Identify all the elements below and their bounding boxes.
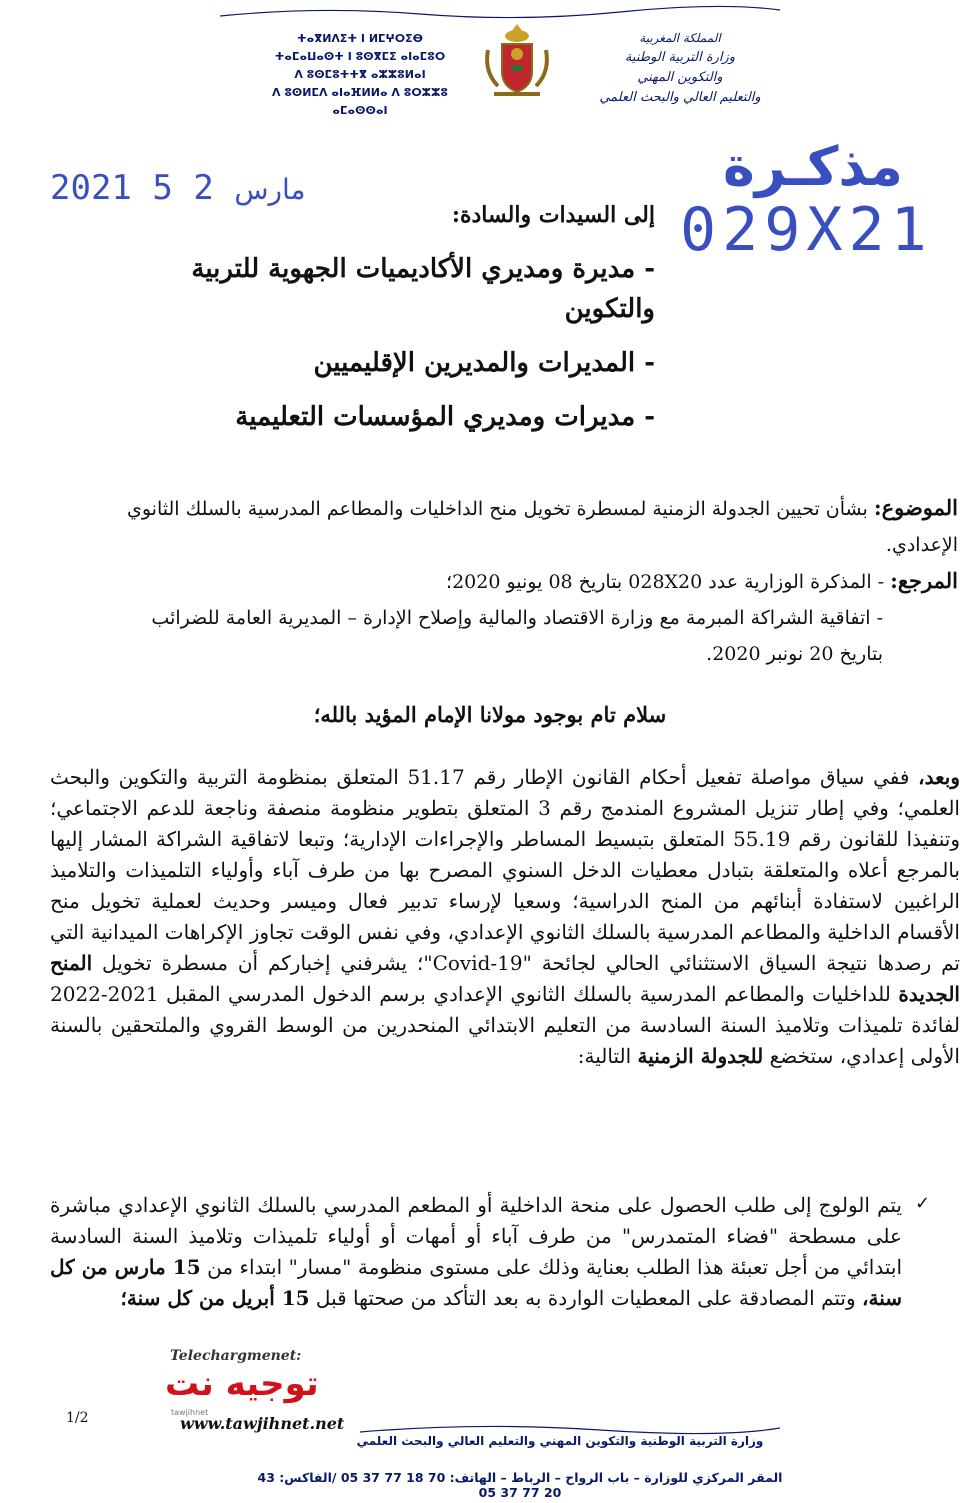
addressee-line-2: - المديرات والمديرين الإقليميين <box>313 348 655 378</box>
watermark-logo-text: توجيه نت <box>165 1364 319 1404</box>
tifinagh-line-4: ⴷ ⵓⵙⵍⵎⴷ ⴰⵏⴰⴼⵍⵍⴰ ⴷ ⵓⵔⵣⵣⵓ ⴰⵎⴰⵙⵙⴰⵏ <box>271 86 448 117</box>
reference-line <box>55 563 958 600</box>
reference-item-1: - المذكرة الوزارية عدد 028X20 بتاريخ 08 يونيو 2020؛ <box>446 571 891 593</box>
coat-of-arms-icon <box>482 20 552 104</box>
reference-item-2-cont: بتاريخ 20 نونبر 2020. <box>706 643 883 665</box>
addressee-line-3: - مديرات ومديري المؤسسات التعليمية <box>235 402 655 432</box>
addressee-line-1: - مديرة ومديري الأكاديميات الجهوية للتربية والتكوين <box>191 254 655 324</box>
body-lead: وبعد، <box>918 765 960 789</box>
date-year: 2021 <box>50 168 132 208</box>
body-bold-1: المنح الجديدة <box>50 951 960 1006</box>
bullet-part-2: وتتم المصادقة على المعطيات الواردة به بعد التأكد من صحتها قبل <box>309 1286 863 1310</box>
date-month: مارس <box>234 173 306 206</box>
bullet-paragraph <box>50 1190 902 1314</box>
memo-number: 029X21 <box>680 195 933 265</box>
body-part-3: التالية: <box>577 1044 638 1068</box>
arabic-line-3: والتكوين المهني <box>637 70 723 85</box>
watermark-small-text: tawjihnet <box>171 1408 209 1417</box>
greeting: سلام تام بوجود مولانا الإمام المؤيد بالله؛ <box>313 702 667 727</box>
bullet-bold-2: 15 أبريل من كل سنة؛ <box>120 1286 310 1310</box>
footer-address: المقر المركزي للوزارة – باب الرواح – الرباط – الهاتف: 70 18 77 37 05 /الفاكس: 43 20 77 37 05 <box>257 1470 783 1500</box>
addressee-block <box>150 195 655 437</box>
subject-text: بشأن تحيين الجدولة الزمنية لمسطرة تخويل منح الداخليات والمطاعم المدرسية بالسلك الثانوي الإعدادي. <box>126 498 958 556</box>
arabic-line-4: والتعليم العالي والبحث العلمي <box>599 90 761 105</box>
header-arabic <box>560 28 800 108</box>
tifinagh-line-2: ⵜⴰⵎⴰⵡⴰⵙⵜ ⵏ ⵓⵙⴳⵎⵉ ⴰⵏⴰⵎⵓⵔ <box>274 50 446 63</box>
body-part-1: ففي سياق مواصلة تفعيل أحكام القانون الإطار رقم 51.17 المتعلق بمنظومة التربية والتكوين والبحث العلمي؛ وفي إطار تنزيل المشروع المندمج رقم 3 المتعلق بتطوير منظومة منصفة وناجعة للدعم الاجتماعي؛ وتنفيذا للقانون رقم 55.19 المتعلق بتبسيط المساطر والإجراءات الإدارية؛ وتبعا لاتفاقية الشراكة المشار إليها بالمرجع أعلاه والمتعلقة بتبادل معطيات الدخل السنوي المصرح بها من طرف آباء وأولياء التلميذات والتلاميذ الراغبين لاستفادة أبنائهم من المنح الدراسية؛ وسعيا لإرساء تدبير فعال وميسر وحديث لعملية تخويل منح الأقسام الداخلية والمطاعم المدرسية بالسلك الثانوي الإعدادي، وفي نفس الوقت تجاوز الإكراهات الميدانية التي تم رصدها نتيجة السياق الاستثنائي الحالي لجائحة "Covid-19"؛ يشرفني إخباركم أن مسطرة تخويل <box>50 765 961 975</box>
bullet-part-1: يتم الولوج إلى طلب الحصول على منحة الداخلية أو المطعم المدرسي بالسلك الثانوي الإعدادي مباشرة على مسطحة "فضاء المتمدرس" من طرف آباء أو أمهات أو أولياء تلميذات وتلاميذ السنة السادسة ابتدائي من أجل تعبئة هذا الطلب بعناية وذلك على مستوى منظومة "مسار" ابتداء من <box>50 1193 903 1279</box>
arabic-line-2: وزارة التربية الوطنية <box>624 50 736 65</box>
subject-label: الموضوع: <box>873 495 958 520</box>
page-number: 1/2 <box>66 1410 89 1426</box>
reference-item-2: - اتفاقية الشراكة المبرمة مع وزارة الاقتصاد والمالية وإصلاح الإدارة – المديرية العامة للضرائب <box>151 607 883 629</box>
memo-label: مذكـرة <box>723 135 903 198</box>
watermark-url[interactable]: www.tawjihnet.net <box>180 1414 345 1433</box>
reference-label: المرجع: <box>890 568 958 593</box>
body-paragraph <box>50 762 960 1072</box>
subject-line <box>55 490 958 563</box>
body-bold-2: للجدولة الزمنية <box>637 1044 764 1068</box>
bullet-check-icon: ✓ <box>915 1193 931 1214</box>
tifinagh-line-3: ⴷ ⵓⵙⵎⵓⵜⵜⴳ ⴰⵣⵣⵓⵍⴰⵏ <box>294 68 426 81</box>
watermark-download-label: Telechargmenet: <box>170 1348 302 1364</box>
subject-reference <box>55 490 958 672</box>
arabic-line-1: المملكة المغربية <box>639 31 721 45</box>
date-day: 2 5 <box>152 168 214 208</box>
header-tifinagh <box>245 30 475 120</box>
addressee-intro: إلى السيدات والسادة: <box>451 202 655 228</box>
footer-ministry: وزارة التربية الوطنية والتكوين المهني والتعليم العالي والبحث العلمي <box>356 1434 764 1448</box>
bullet-bold-1: 15 مارس من كل سنة، <box>50 1255 902 1310</box>
body-part-2: للداخليات والمطاعم المدرسية بالسلك الثانوي الإعدادي برسم الدخول المدرسي المقبل 2021-2022 لفائدة تلميذات وتلاميذ السنة السادسة من التعليم الابتدائي المنحدرين من الوسط القروي والملتحقين بالسنة الأولى إعدادي، ستخضع <box>50 982 960 1068</box>
tifinagh-line-1: ⵜⴰⴳⵍⴷⵉⵜ ⵏ ⵍⵎⵖⵔⵉⴱ <box>296 32 423 45</box>
